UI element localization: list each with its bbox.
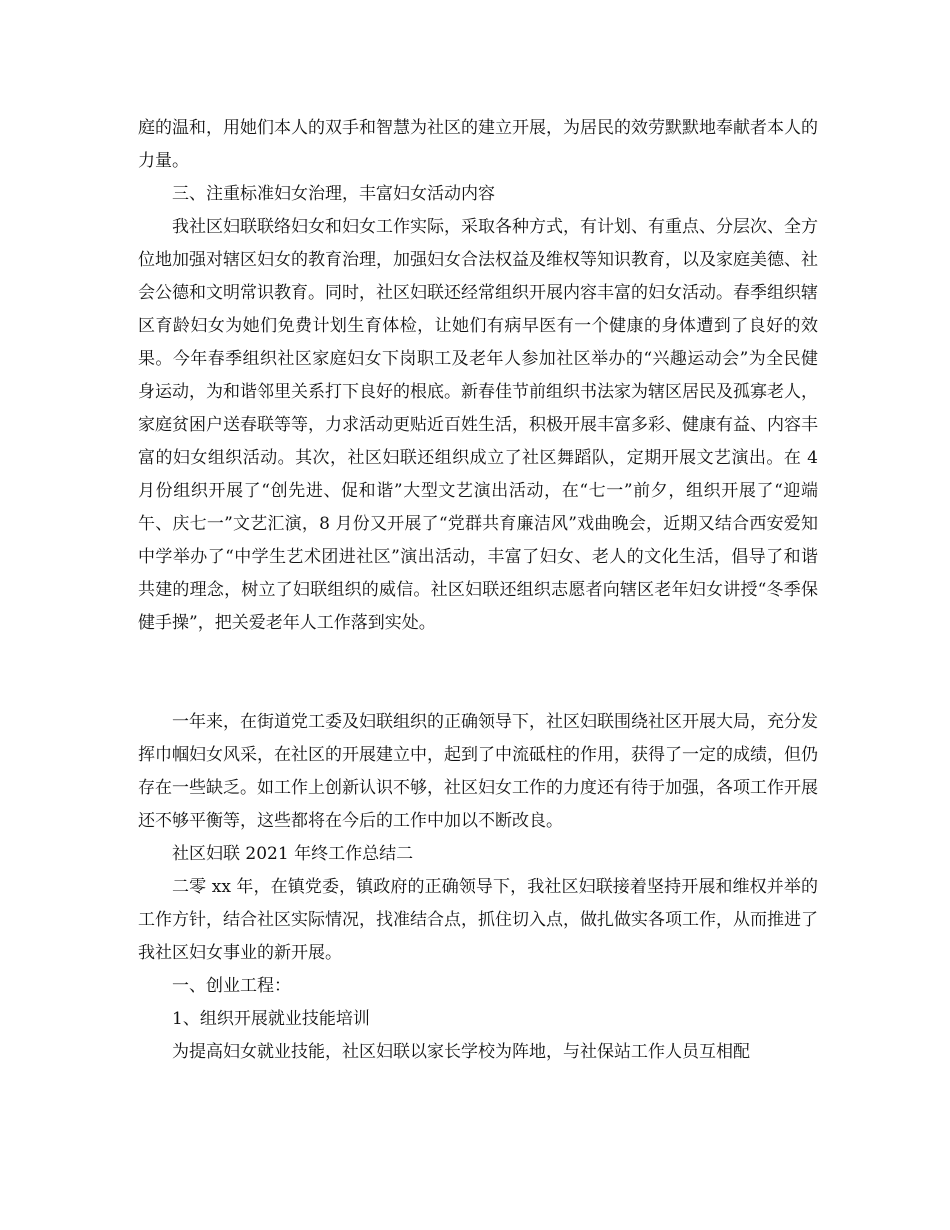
subsection-heading-1: 1、组织开展就业技能培训 <box>172 1009 370 1029</box>
section-heading-1: 一、创业工程： <box>172 976 291 996</box>
paragraph-intro-2: 二零 xx 年，在镇党委，镇政府的正确领导下，我社区妇联接着坚持开展和维权并举的工作方针，结合社区实际情况，找准结合点，抓住切入点，做扎做实各项工作，从而推进了我社区妇女事业的新开展。 <box>138 877 818 963</box>
section-heading-3: 三、注重标准妇女治理，丰富妇女活动内容 <box>172 184 495 204</box>
paragraph-continuation: 庭的温和，用她们本人的双手和智慧为社区的建立开展，为居民的效劳默默地奉献者本人的力量。 <box>138 118 818 171</box>
paragraph-training: 为提高妇女就业技能，社区妇联以家长学校为阵地，与社保站工作人员互相配 <box>172 1042 750 1062</box>
paragraph-women-activities: 我社区妇联联络妇女和妇女工作实际，采取各种方式，有计划、有重点、分层次、全方位地加强对辖区妇女的教育治理，加强妇女合法权益及维权等知识教育，以及家庭美德、社会公德和文明常识教育。同时，社区妇联还经常组织开展内容丰富的妇女活动。春季组织辖区育龄妇女为她们免费计划生育体检，让她们有病早医有一个健康的身体遭到了良好的效果。今年春季组织社区家庭妇女下岗职工及老年人参加社区举办的“兴趣运动会”为全民健身运动，为和谐邻里关系打下良好的根底。新春佳节前组织书法家为辖区居民及孤寡老人，家庭贫困户送春联等等，力求活动更贴近百姓生活，积极开展丰富多彩、健康有益、内容丰富的妇女组织活动。其次，社区妇联还组织成立了社区舞蹈队，定期开展文艺演出。在 4 月份组织开展了“创先进、促和谐”大型文艺演出活动，在“七一”前夕，组织开展了“迎端午、庆七一”文艺汇演，8 月份又开展了“党群共育廉洁风”戏曲晚会，近期又结合西安爱知中学举办了“中学生艺术团进社区”演出活动，丰富了妇女、老人的文化生活，倡导了和谐共建的理念，树立了妇联组织的威信。社区妇联还组织志愿者向辖区老年妇女讲授“冬季保健手操”，把关爱老年人工作落到实处。 <box>138 217 818 633</box>
paragraph-year-summary: 一年来，在街道党工委及妇联组织的正确领导下，社区妇联围绕社区开展大局，充分发挥巾帼妇女风采，在社区的开展建立中，起到了中流砥柱的作用，获得了一定的成绩，但仍存在一些缺乏。如工作上创新认识不够，社区妇女工作的力度还有待于加强，各项工作开展还不够平衡等，这些都将在今后的工作中加以不断改良。 <box>138 712 818 831</box>
document-subtitle: 社区妇联 2021 年终工作总结二 <box>172 844 414 864</box>
